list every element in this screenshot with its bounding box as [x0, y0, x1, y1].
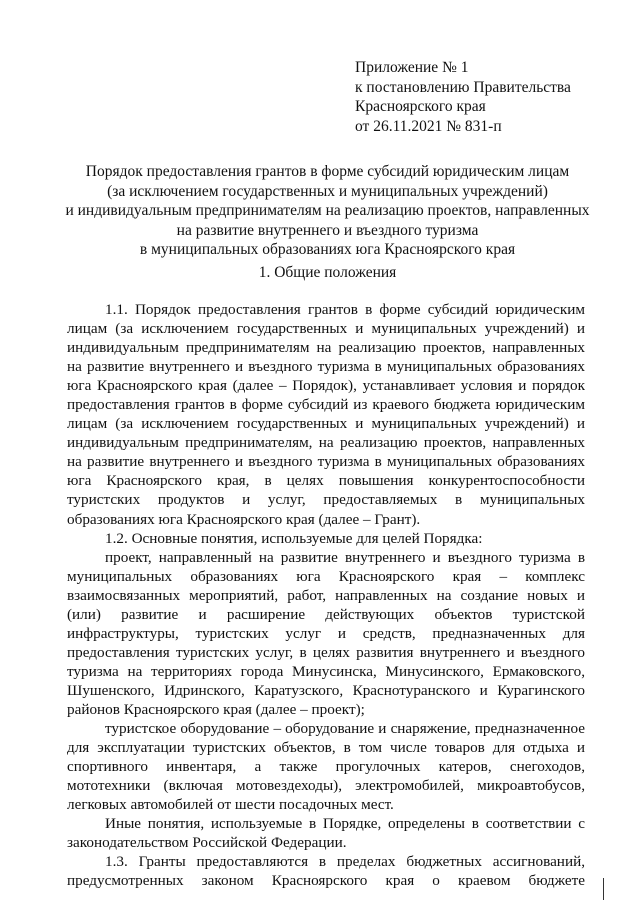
appendix-number: Приложение № 1 — [355, 59, 469, 76]
paragraph: проект, направленный на развитие внутреннего и въездного туризма в муниципальных образованиях юга Красноярского края – комплекс взаимосвязанных мероприятий, работ, направленных на создание новых и (или) развитие и расширение действующих объектов туристской инфраструктуры, туристских услуг и средств, предназначенных для предоставления туристских услуг, в целях развития внутреннего и въездного туризма на территориях города Минусинска, Минусинского, Ермаковского, Шушенского, Идринского, Каратузского, Краснотуранского и Курагинского районов Красноярского края (далее – проект); — [67, 548, 585, 718]
title-line: и индивидуальным предпринимателям на реализацию проектов, направленных — [65, 202, 590, 219]
document-body — [67, 300, 585, 890]
title-line: (за исключением государственных и муниципальных учреждений) — [107, 182, 548, 200]
paragraph: 1.2. Основные понятия, используемые для целей Порядка: — [105, 529, 483, 547]
document-title — [40, 162, 615, 260]
title-line: на развитие внутреннего и въездного туризма — [176, 221, 479, 239]
paragraph-continued: 1.3. Гранты предоставляются в пределах бюджетных ассигнований, предусмотренных законом Красноярского края о краевом бюджете — [67, 853, 585, 890]
section-heading: 1. Общие положения — [258, 264, 397, 281]
title-line: Порядок предоставления грантов в форме субсидий юридическим лицам — [85, 163, 570, 180]
appendix-resolution: к постановлению Правительства — [355, 78, 571, 96]
appendix-block — [355, 58, 625, 136]
paragraph: 1.1. Порядок предоставления грантов в форме субсидий юридическим лицам (за исключением государственных и муниципальных учреждений) и индивидуальным предпринимателям на реализацию проектов, направленных на развитие внутреннего и въездного туризма в муниципальных образованиях юга Красноярского края (далее – Порядок), устанавливает условия и порядок предоставления грантов в форме субсидий из краевого бюджета юридическим лицам (за исключением государственных и муниципальных учреждений) и индивидуальным предпринимателям, на реализацию проектов, направленных на развитие внутреннего и въездного туризма в муниципальных образованиях юга Красноярского края, в целях повышения конкурентоспособности туристских продуктов и услуг, предоставляемых в муниципальных образованиях юга Красноярского края (далее – Грант). — [67, 301, 585, 528]
appendix-region: Красноярского края — [355, 98, 486, 115]
appendix-date: от 26.11.2021 № 831-п — [355, 117, 502, 135]
title-line: в муниципальных образованиях юга Красноярского края — [139, 241, 516, 258]
paragraph: туристское оборудование – оборудование и снаряжение, предназначенное для эксплуатации туристских объектов, в том числе товаров для отдыха и спортивного инвентаря, а также прогулочных катеров, снегоходов, мототехники (включая мотовездеходы), электромобилей, микроавтобусов, легковых автомобилей от шести посадочных мест. — [67, 720, 585, 814]
scan-edge-mark — [603, 878, 604, 900]
paragraph: Иные понятия, используемые в Порядке, определены в соответствии с законодательством Российской Федерации. — [67, 815, 585, 852]
